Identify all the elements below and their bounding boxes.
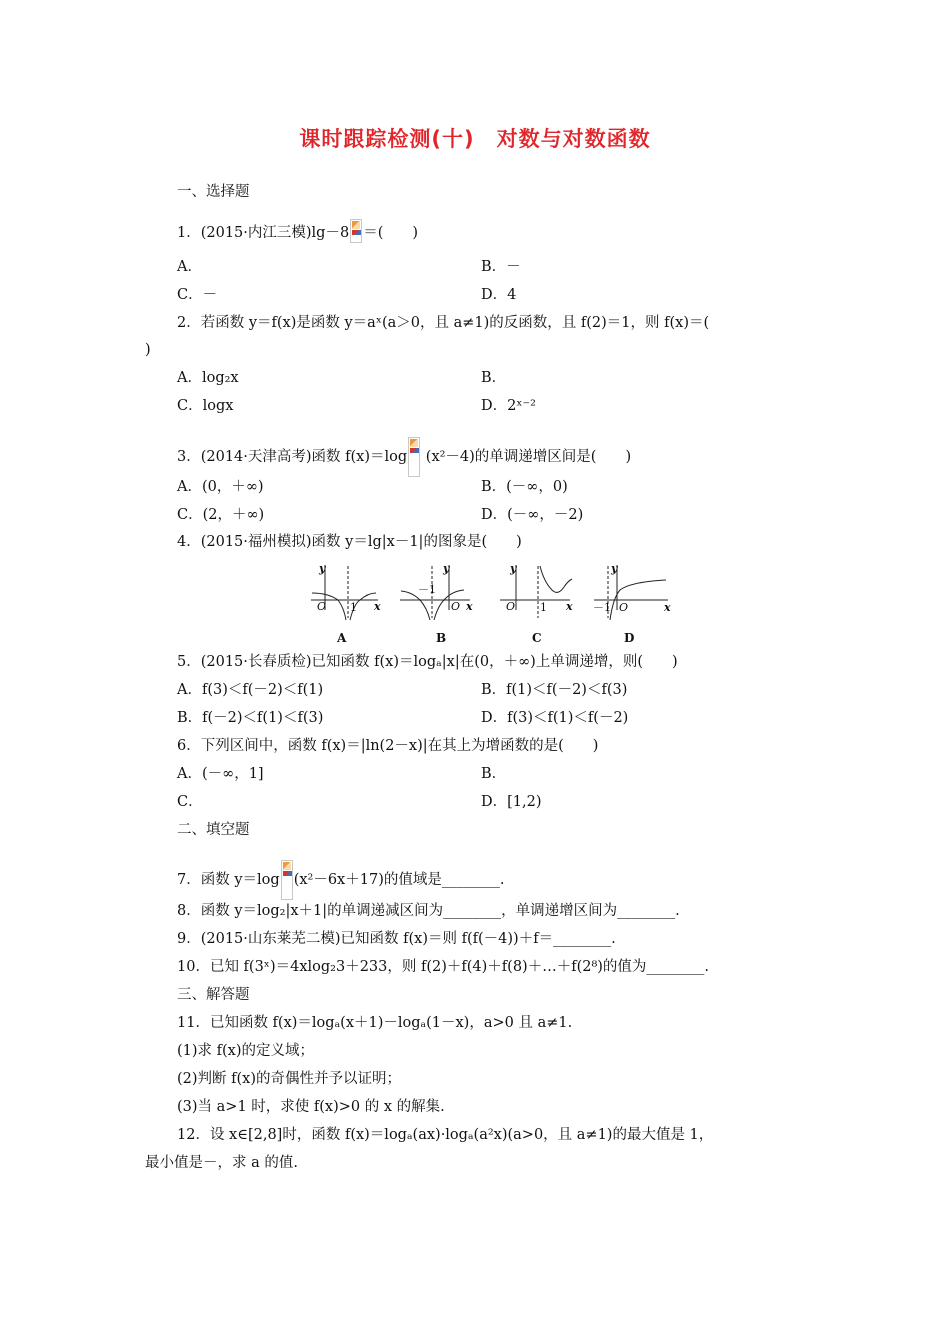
- option-6a: A．(－∞，1]: [177, 766, 264, 782]
- question-3-stem: 3．(2014·天津高考)函数 f(x)＝log: [177, 449, 408, 465]
- graph-a-y-label: y: [319, 562, 326, 575]
- question-11-part-1: (1)求 f(x)的定义域；: [177, 1043, 315, 1059]
- formula-image-icon: [408, 437, 420, 477]
- graph-b-y-label: y: [443, 562, 450, 575]
- option-6b: B．: [481, 766, 507, 782]
- question-12-stem: 12．设 x∈[2,8]时，函数 f(x)＝logₐ(ax)·logₐ(a²x)(a>0，且 a≠1)的最大值是 1，: [177, 1127, 714, 1143]
- option-5a: A．f(3)＜f(－2)＜f(1): [177, 682, 324, 698]
- graph-a-origin: O: [317, 600, 327, 613]
- section-heading-solve: 三、解答题: [177, 987, 250, 1003]
- question-11-part-3: (3)当 a>1 时，求使 f(x)>0 的 x 的解集.: [177, 1099, 445, 1115]
- option-2b: B．: [481, 370, 507, 386]
- graph-d-label: D: [624, 631, 635, 645]
- question-2-stem: 2．若函数 y＝f(x)是函数 y＝aˣ(a＞0，且 a≠1)的反函数，且 f(2)＝1，则 f(x)＝(: [177, 315, 710, 331]
- question-1-stem: 1．(2015·内江三模)lg－8: [177, 225, 350, 241]
- question-3-stem-end: (x²－4)的单调递增区间是( ): [421, 449, 632, 465]
- option-5b: B．f(1)＜f(－2)＜f(3): [481, 682, 628, 698]
- option-6c: C．: [177, 794, 203, 810]
- graph-c-mark: 1: [540, 601, 547, 614]
- option-6d: D．[1,2): [481, 794, 542, 810]
- formula-image-icon: [350, 219, 362, 243]
- graph-options-svg: [308, 560, 678, 650]
- option-3a: A．(0，＋∞): [177, 479, 264, 495]
- question-11-part-2: (2)判断 f(x)的奇偶性并予以证明；: [177, 1071, 402, 1087]
- option-2c: C．logx: [177, 398, 234, 414]
- option-1b: B．－: [481, 259, 521, 275]
- option-1a: A．: [177, 259, 202, 275]
- formula-image-icon: [281, 860, 293, 900]
- graph-c-label: C: [532, 631, 542, 645]
- section-heading-choice: 一、选择题: [177, 184, 250, 200]
- graph-b-label: B: [436, 631, 447, 645]
- page-title: 课时跟踪检测(十) 对数与对数函数: [299, 127, 651, 151]
- option-2a: A．log₂x: [177, 370, 239, 386]
- option-3b: B．(－∞，0): [481, 479, 568, 495]
- question-7-stem: 7．函数 y＝log: [177, 872, 280, 888]
- question-1: [177, 219, 418, 243]
- question-7: [177, 860, 504, 900]
- graph-options-figure: [308, 560, 678, 650]
- section-heading-fill: 二、填空题: [177, 822, 250, 838]
- graph-d-y-label: y: [611, 562, 618, 575]
- question-12-stem-cont: 最小值是－，求 a 的值.: [145, 1155, 298, 1171]
- question-2-stem-cont: ): [145, 342, 151, 358]
- option-1d: D．4: [481, 287, 517, 303]
- question-5-stem: 5．(2015·长春质检)已知函数 f(x)＝logₐ|x|在(0，＋∞)上单调递增，则( ): [177, 654, 678, 670]
- graph-c-x-label: x: [566, 600, 573, 613]
- graph-a-x-label: x: [374, 600, 381, 613]
- graph-d-x-label: x: [664, 601, 671, 614]
- graph-b-origin: O: [451, 600, 461, 613]
- graph-d-origin: O: [619, 601, 629, 614]
- graph-b-mark: －1: [418, 583, 436, 596]
- question-1-stem-end: ＝( ): [363, 225, 419, 241]
- graph-b-x-label: x: [466, 600, 473, 613]
- question-8: 8．函数 y＝log₂|x＋1|的单调递减区间为________，单调递增区间为________.: [177, 903, 680, 919]
- graph-d-mark: －1: [593, 601, 611, 614]
- question-7-stem-end: (x²－6x＋17)的值域是________.: [293, 872, 505, 888]
- question-3: [177, 437, 631, 477]
- graph-a-label: A: [337, 631, 347, 645]
- graph-c-curve: [540, 566, 572, 592]
- question-4-stem: 4．(2015·福州模拟)函数 y＝lg|x－1|的图象是( ): [177, 534, 522, 550]
- option-1c: C．－: [177, 287, 218, 303]
- graph-c-y-label: y: [510, 562, 517, 575]
- graph-c-origin: O: [506, 600, 516, 613]
- option-2d: D．2ˣ⁻²: [481, 398, 536, 414]
- option-3c: C．(2，＋∞): [177, 507, 265, 523]
- option-5c: B．f(－2)＜f(1)＜f(3): [177, 710, 324, 726]
- question-10: 10．已知 f(3ˣ)＝4xlog₂3＋233，则 f(2)＋f(4)＋f(8)＋…＋f(2⁸)的值为________.: [177, 959, 710, 975]
- graph-a-mark: 1: [350, 601, 357, 614]
- question-6-stem: 6．下列区间中，函数 f(x)＝|ln(2－x)|在其上为增函数的是( ): [177, 738, 599, 754]
- question-9: 9．(2015·山东莱芜二模)已知函数 f(x)＝则 f(f(－4))＋f＝________.: [177, 931, 616, 947]
- question-11-stem: 11．已知函数 f(x)＝logₐ(x＋1)－logₐ(1－x)，a>0 且 a≠1.: [177, 1015, 573, 1031]
- option-3d: D．(－∞，－2): [481, 507, 584, 523]
- option-5d: D．f(3)＜f(1)＜f(－2): [481, 710, 629, 726]
